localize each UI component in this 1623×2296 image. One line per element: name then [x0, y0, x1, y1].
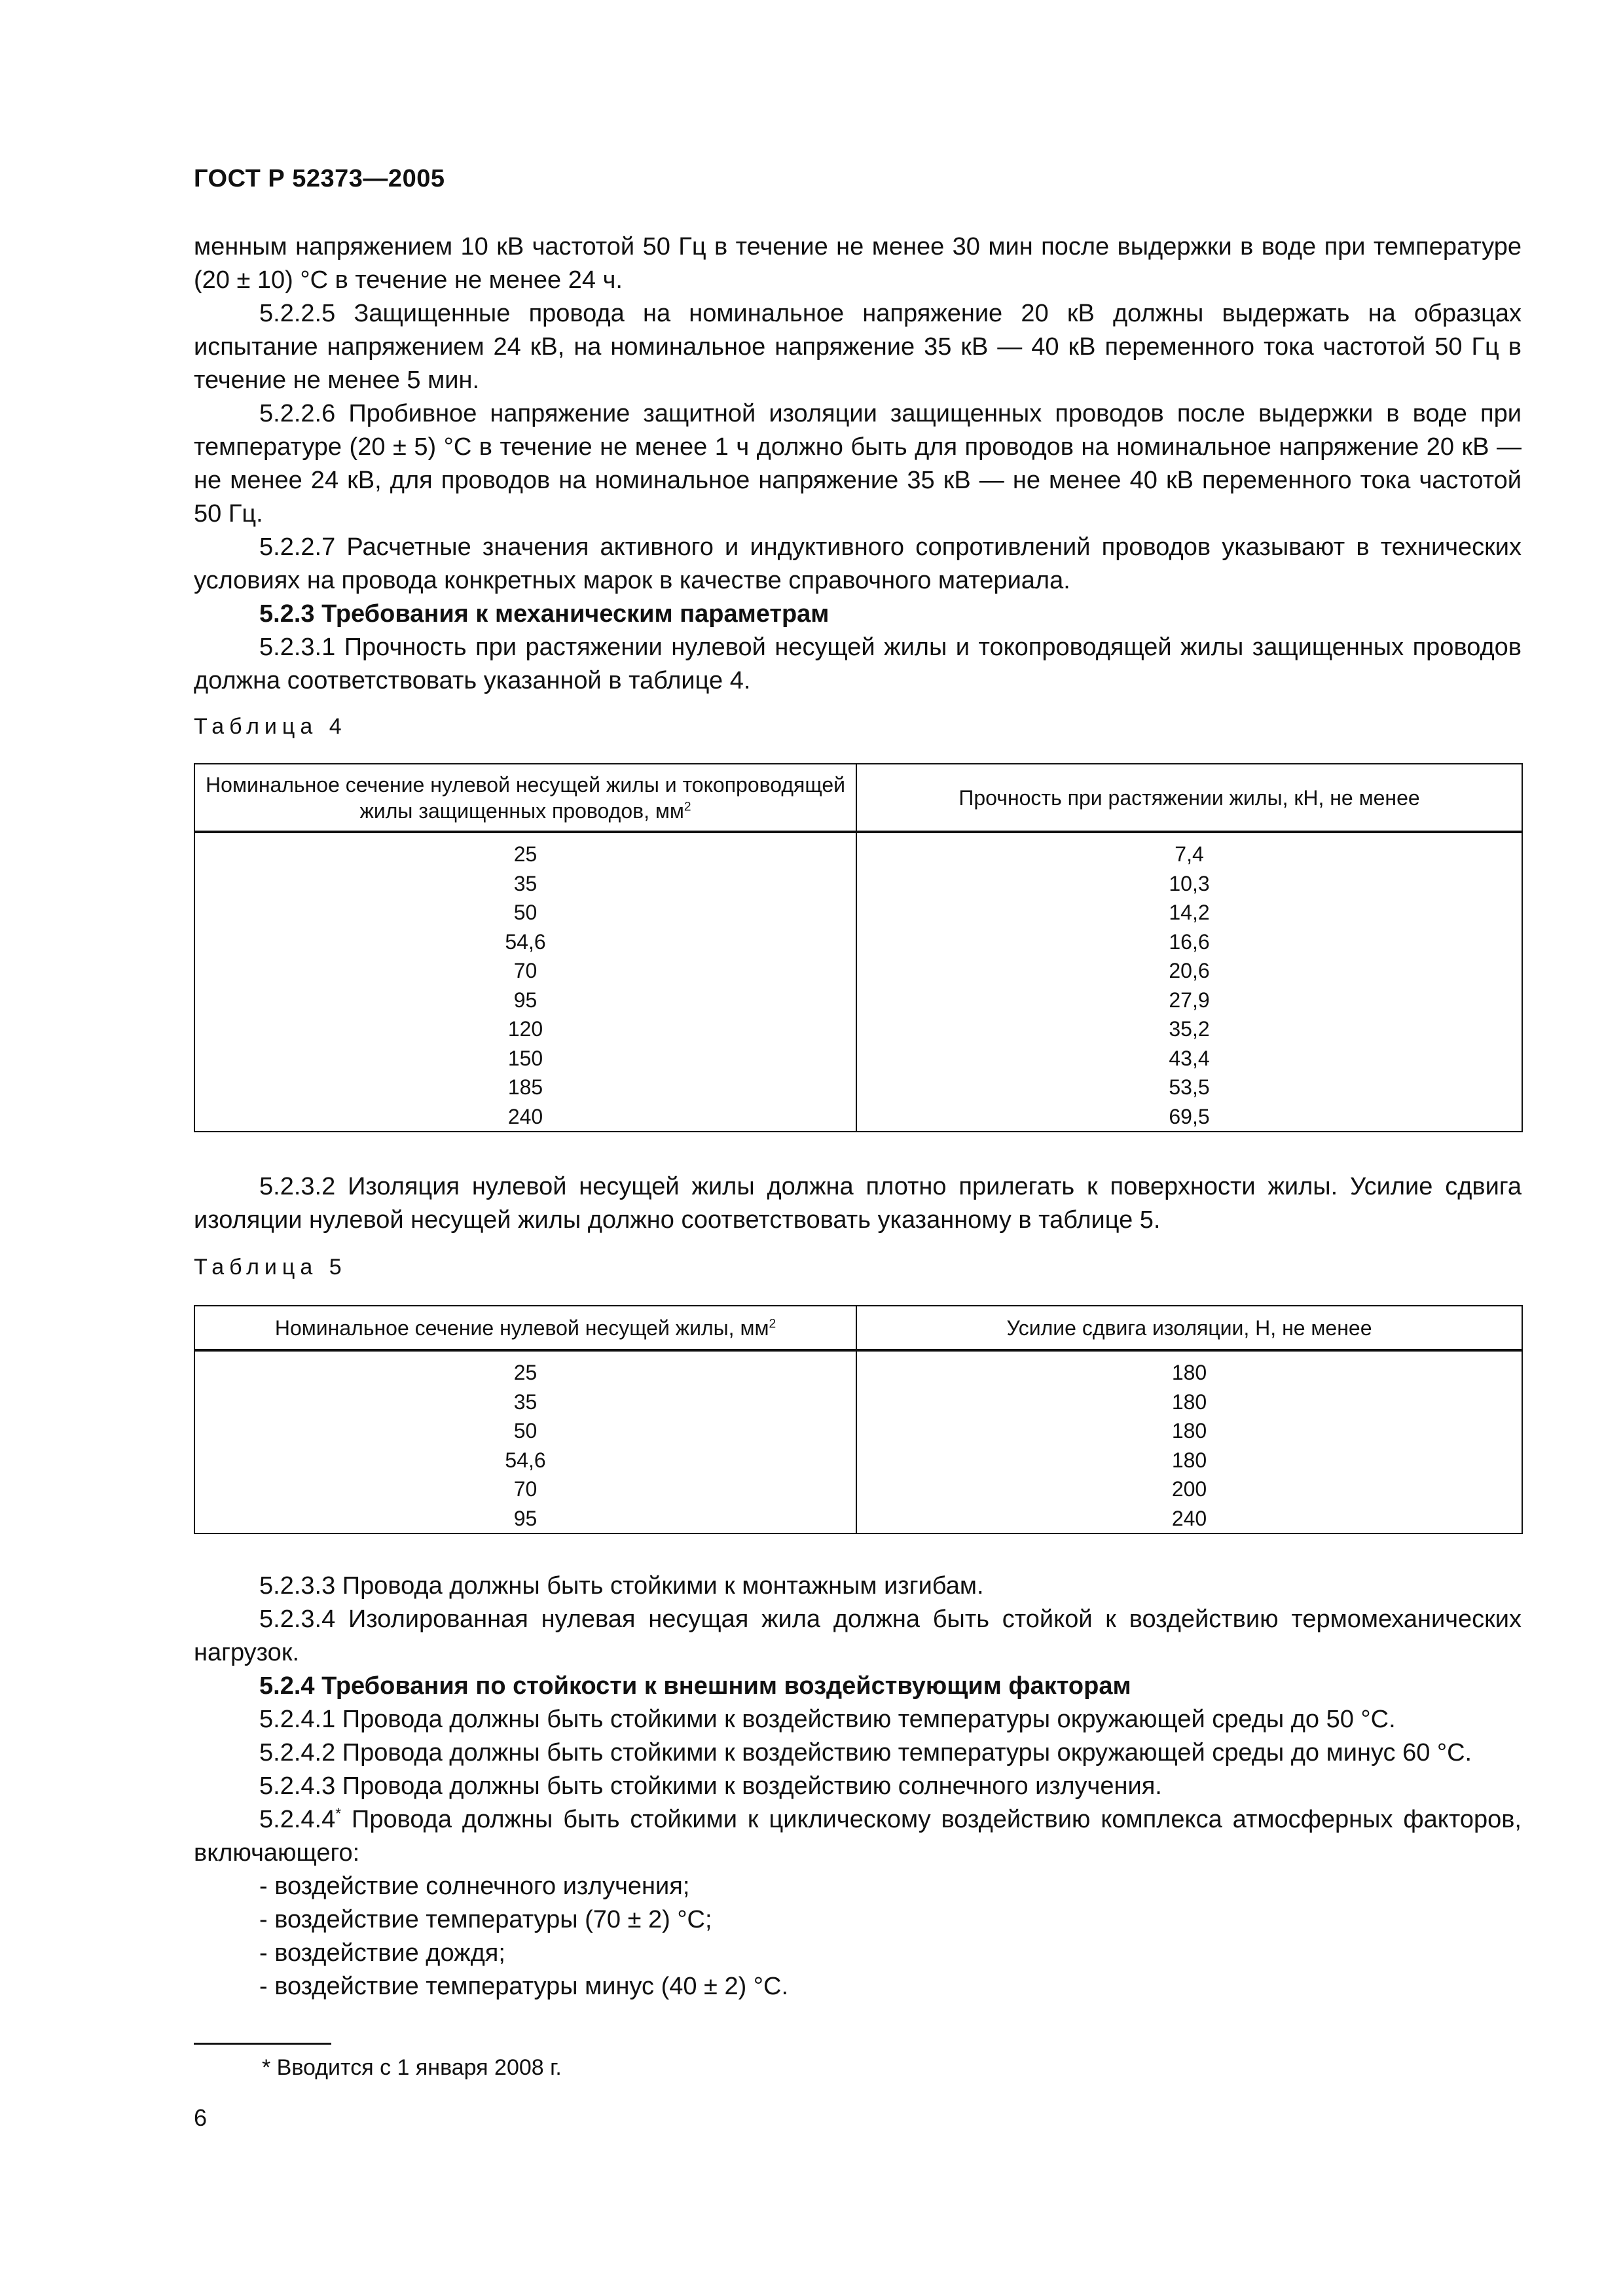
- text-block-3: [194, 1570, 1522, 2003]
- footnote-separator: [194, 2043, 331, 2045]
- clause-5-2-2-7: 5.2.2.7 Расчетные значения активного и индуктивного сопротивлений проводов указывают в технических условиях на провода конкретных марок в качестве справочного материала.: [194, 533, 1522, 594]
- table4-row: [194, 986, 1522, 1015]
- table5-cross-section-cell: 70: [194, 1475, 856, 1504]
- table5-value-cell: 180: [856, 1416, 1522, 1446]
- footnote: * Вводится с 1 января 2008 г.: [262, 2055, 562, 2080]
- table4-row: [194, 1102, 1522, 1132]
- table5-value-cell: 180: [856, 1350, 1522, 1388]
- clause-5-2-4-2: 5.2.4.2 Провода должны быть стойкими к воздействию температуры окружающей среды до минус 60 °С.: [259, 1739, 1472, 1767]
- list-item: - воздействие температуры (70 ± 2) °С;: [259, 1906, 712, 1933]
- table5-value-cell: 200: [856, 1475, 1522, 1504]
- table4-cross-section-cell: 50: [194, 898, 856, 927]
- table4-row: [194, 869, 1522, 899]
- clause-5-2-4-3: 5.2.4.3 Провода должны быть стойкими к воздействию солнечного излучения.: [259, 1772, 1162, 1800]
- clause-5-2-4-1: 5.2.4.1 Провода должны быть стойкими к воздействию температуры окружающей среды до 50 °С.: [259, 1706, 1396, 1733]
- table4-cross-section-cell: 240: [194, 1102, 856, 1132]
- section-heading-5-2-4: 5.2.4 Требования по стойкости к внешним воздействующим факторам: [259, 1672, 1131, 1700]
- clause-5-2-3-4: 5.2.3.4 Изолированная нулевая несущая жила должна быть стойкой к воздействию термомеханических нагрузок.: [194, 1605, 1522, 1666]
- table4-row: [194, 832, 1522, 869]
- table-4-header-cross-section: Номинальное сечение нулевой несущей жилы и токопроводящей жилы защищенных проводов, $мм^2$: [194, 764, 856, 832]
- table4-cross-section-cell: 25: [194, 832, 856, 869]
- table-4-header-tensile-strength: Прочность при растяжении жилы, кН, не менее: [856, 764, 1522, 832]
- clause-5-2-3-2: 5.2.3.2 Изоляция нулевой несущей жилы должна плотно прилегать к поверхности жилы. Усилие сдвига изоляции нулевой несущей жилы должно соответствовать указанному в таблице 5.: [194, 1173, 1522, 1234]
- table-4: [194, 763, 1523, 1132]
- table4-cross-section-cell: 70: [194, 956, 856, 986]
- table4-value-cell: 14,2: [856, 898, 1522, 927]
- table4-row: [194, 1073, 1522, 1102]
- text-block-1: [194, 230, 1522, 698]
- clause-5-2-4-4: 5.2.4.4* Провода должны быть стойкими к циклическому воздействию комплекса атмосферных факторов, включающего:: [194, 1804, 1522, 1867]
- list-item: - воздействие солнечного излучения;: [259, 1873, 690, 1900]
- page-number: 6: [194, 2104, 208, 2131]
- table4-value-cell: 27,9: [856, 986, 1522, 1015]
- table5-cross-section-cell: 25: [194, 1350, 856, 1388]
- table-5: [194, 1305, 1523, 1534]
- table4-value-cell: 10,3: [856, 869, 1522, 899]
- clause-5-2-2-5: 5.2.2.5 Защищенные провода на номинальное напряжение 20 кВ должны выдержать на образцах испытание напряжением 24 кВ, на номинальное напряжение 35 кВ — 40 кВ переменного тока частотой 50 Гц в течение не менее 5 мин.: [194, 300, 1522, 394]
- table4-value-cell: 43,4: [856, 1044, 1522, 1073]
- table-4-header-row: [194, 764, 1522, 832]
- table5-cross-section-cell: 54,6: [194, 1446, 856, 1475]
- table4-cross-section-cell: 35: [194, 869, 856, 899]
- table4-value-cell: 20,6: [856, 956, 1522, 986]
- table4-value-cell: 35,2: [856, 1014, 1522, 1044]
- clause-5-2-3-1: 5.2.3.1 Прочность при растяжении нулевой несущей жилы и токопроводящей жилы защищенных проводов должна соответствовать указанной в таблице 4.: [194, 634, 1522, 694]
- list-item: - воздействие температуры минус (40 ± 2) °С.: [259, 1973, 789, 2000]
- table-5-header-cross-section: Номинальное сечение нулевой несущей жилы, $мм^2$: [194, 1306, 856, 1350]
- document-number: ГОСТ Р 52373—2005: [194, 165, 445, 192]
- table5-cross-section-cell: 35: [194, 1388, 856, 1417]
- table-5-body: [194, 1350, 1522, 1534]
- table5-value-cell: 180: [856, 1388, 1522, 1417]
- table4-row: [194, 956, 1522, 986]
- table5-row: [194, 1504, 1522, 1534]
- clause-5-2-2-6: 5.2.2.6 Пробивное напряжение защитной изоляции защищенных проводов после выдержки в воде при температуре (20 ± 5) °С в течение не менее 1 ч должно быть для проводов на номинальное напряжение 20 кВ — не менее 24 кВ, для проводов на номинальное напряжение 35 кВ — не менее 40 кВ переменного тока частотой 50 Гц.: [194, 400, 1522, 528]
- table5-row: [194, 1388, 1522, 1417]
- section-heading-5-2-3: 5.2.3 Требования к механическим параметрам: [259, 600, 830, 628]
- table5-cross-section-cell: 95: [194, 1504, 856, 1534]
- table5-value-cell: 180: [856, 1446, 1522, 1475]
- table4-value-cell: 16,6: [856, 927, 1522, 957]
- text-block-2: [194, 1170, 1522, 1237]
- table-5-caption: Таблица 5: [194, 1255, 347, 1280]
- table4-value-cell: 7,4: [856, 832, 1522, 869]
- table5-row: [194, 1446, 1522, 1475]
- table4-cross-section-cell: 95: [194, 986, 856, 1015]
- clause-5-2-3-3: 5.2.3.3 Провода должны быть стойкими к монтажным изгибам.: [259, 1572, 984, 1600]
- table4-cross-section-cell: 185: [194, 1073, 856, 1102]
- table5-row: [194, 1350, 1522, 1388]
- table4-row: [194, 1014, 1522, 1044]
- table4-cross-section-cell: 54,6: [194, 927, 856, 957]
- table4-row: [194, 1044, 1522, 1073]
- list-item: - воздействие дождя;: [259, 1939, 505, 1967]
- table-4-body: [194, 832, 1522, 1132]
- table4-value-cell: 69,5: [856, 1102, 1522, 1132]
- table-5-header-shear-force: Усилие сдвига изоляции, Н, не менее: [856, 1306, 1522, 1350]
- table4-row: [194, 927, 1522, 957]
- table-5-header-row: [194, 1306, 1522, 1350]
- table-4-caption: Таблица 4: [194, 714, 347, 739]
- paragraph-continuation: менным напряжением 10 кВ частотой 50 Гц в течение не менее 30 мин после выдержки в воде при температуре (20 ± 10) °С в течение не менее 24 ч.: [194, 233, 1522, 294]
- table5-row: [194, 1475, 1522, 1504]
- table4-row: [194, 898, 1522, 927]
- table5-cross-section-cell: 50: [194, 1416, 856, 1446]
- table4-value-cell: 53,5: [856, 1073, 1522, 1102]
- table4-cross-section-cell: 150: [194, 1044, 856, 1073]
- table5-value-cell: 240: [856, 1504, 1522, 1534]
- table5-row: [194, 1416, 1522, 1446]
- table4-cross-section-cell: 120: [194, 1014, 856, 1044]
